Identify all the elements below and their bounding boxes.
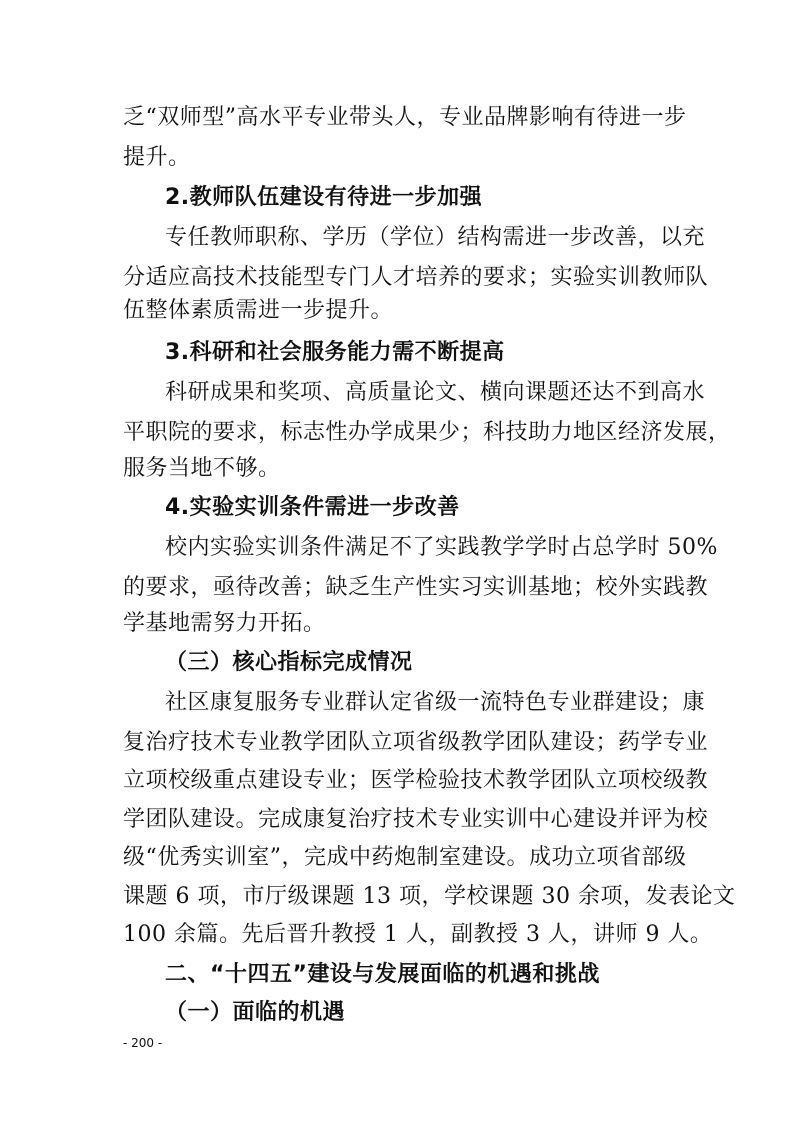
paragraph-line: 课题 6 项，市厅级课题 13 项，学校课题 30 余项，发表论文 [123, 884, 736, 909]
paragraph-line: 科研成果和奖项、高质量论文、横向课题还达不到高水 [165, 380, 706, 405]
page-number: - 200 - [123, 1036, 163, 1050]
paragraph-line: 复治疗技术专业教学团队立项省级教学团队建设；药学专业 [123, 730, 709, 755]
paragraph-line: 提升。 [123, 145, 191, 170]
paragraph-line: 社区康复服务专业群认定省级一流特色专业群建设；康 [165, 690, 706, 715]
paragraph-line: 专任教师职称、学历（学位）结构需进一步改善，以充 [165, 225, 706, 250]
section-heading: 4.实验实训条件需进一步改善 [165, 495, 460, 520]
paragraph-line: 级“优秀实训室”，完成中药炮制室建设。成功立项省部级 [123, 845, 687, 870]
paragraph-line: 乏“双师型”高水平专业带头人，专业品牌影响有待进一步 [123, 105, 687, 130]
paragraph-line: 校内实验实训条件满足不了实践教学学时占总学时 50% [165, 535, 718, 560]
section-heading: 3.科研和社会服务能力需不断提高 [165, 340, 505, 365]
paragraph-line: 100 余篇。先后晋升教授 1 人，副教授 3 人，讲师 9 人。 [123, 922, 713, 947]
chapter-heading: 二、“十四五”建设与发展面临的机遇和挑战 [165, 962, 600, 987]
paragraph-line: 立项校级重点建设专业；医学检验技术教学团队立项校级教 [123, 768, 709, 793]
paragraph-line: 的要求，亟待改善；缺乏生产性实习实训基地；校外实践教 [123, 575, 709, 600]
paragraph-line: 伍整体素质需进一步提升。 [123, 298, 394, 323]
paragraph-line: 平职院的要求，标志性办学成果少；科技助力地区经济发展， [123, 420, 731, 445]
paragraph-line: 学基地需努力开拓。 [123, 611, 326, 636]
paragraph-line: 学团队建设。完成康复治疗技术专业实训中心建设并评为校 [123, 807, 709, 832]
paragraph-line: 分适应高技术技能型专门人才培养的要求；实验实训教师队 [123, 265, 709, 290]
section-heading: （三）核心指标完成情况 [165, 650, 413, 675]
section-heading: （一）面临的机遇 [165, 1000, 346, 1025]
paragraph-line: 服务当地不够。 [123, 456, 281, 481]
section-heading: 2.教师队伍建设有待进一步加强 [165, 185, 483, 210]
